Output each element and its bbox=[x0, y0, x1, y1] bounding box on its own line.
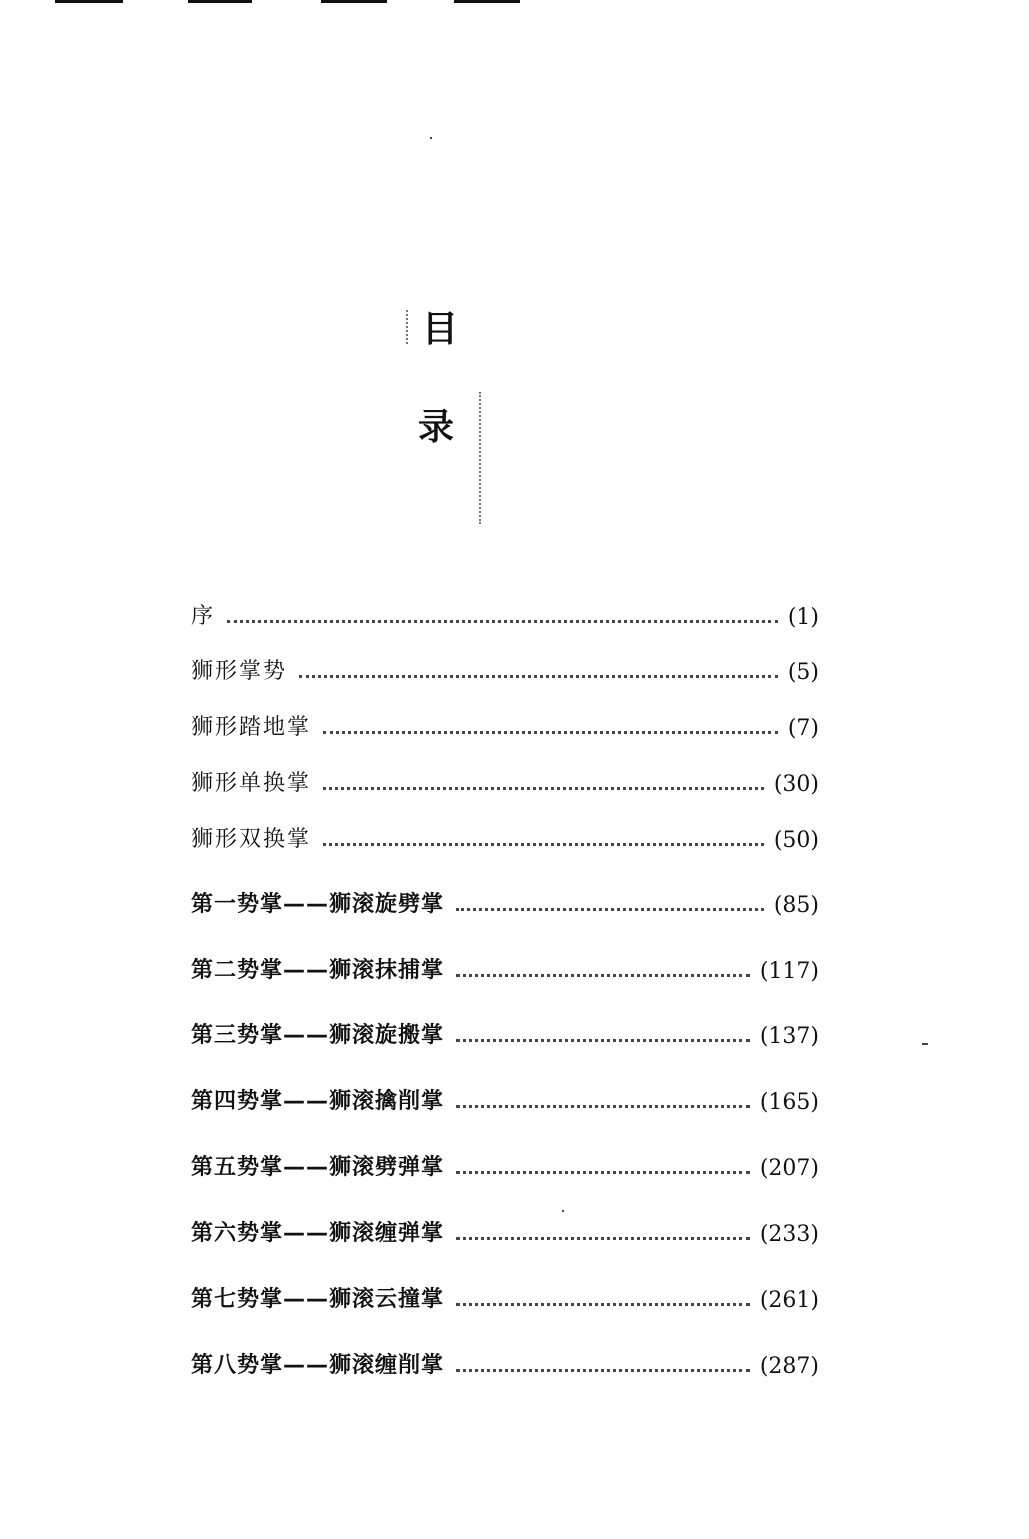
toc-row[interactable] bbox=[191, 884, 819, 918]
dot-leader bbox=[456, 1237, 750, 1240]
dot-leader bbox=[323, 787, 764, 790]
toc-label: 狮形踏地掌 bbox=[191, 715, 312, 740]
dot-leader bbox=[456, 1039, 750, 1042]
dot-leader bbox=[299, 675, 778, 678]
toc-row[interactable] bbox=[191, 763, 819, 797]
toc-label: 序 bbox=[191, 604, 216, 629]
toc-page-number: (165) bbox=[759, 1090, 819, 1115]
toc-label: 第三势掌——狮滚旋搬掌 bbox=[191, 1023, 445, 1048]
dot-leader bbox=[456, 974, 750, 977]
dot-leader bbox=[323, 843, 764, 846]
toc-row[interactable] bbox=[191, 1213, 819, 1247]
toc-page-number: (5) bbox=[787, 660, 819, 685]
toc-label: 第八势掌——狮滚缠削掌 bbox=[191, 1353, 445, 1378]
scan-speck bbox=[922, 1043, 928, 1045]
page-title-char-2: 录 bbox=[418, 407, 455, 448]
dot-leader bbox=[323, 731, 778, 734]
dot-leader bbox=[456, 908, 764, 911]
toc-label: 狮形掌势 bbox=[191, 659, 288, 684]
toc-row[interactable] bbox=[191, 596, 819, 630]
toc-page-number: (207) bbox=[759, 1156, 819, 1181]
toc-label: 第四势掌——狮滚擒削掌 bbox=[191, 1089, 445, 1114]
top-edge-mark bbox=[188, 0, 252, 3]
toc-row[interactable] bbox=[191, 819, 819, 853]
toc-label: 狮形双换掌 bbox=[191, 827, 312, 852]
top-edge-mark bbox=[454, 0, 520, 3]
toc-label: 狮形单换掌 bbox=[191, 771, 312, 796]
toc-page-number: (85) bbox=[773, 893, 819, 918]
toc-page-number: (287) bbox=[759, 1354, 819, 1379]
toc-page-number: (7) bbox=[787, 716, 819, 741]
toc-row[interactable] bbox=[191, 1081, 819, 1115]
toc-page-number: (50) bbox=[773, 828, 819, 853]
toc-page-number: (1) bbox=[787, 605, 819, 630]
top-edge-mark bbox=[55, 0, 123, 3]
dot-leader bbox=[456, 1105, 750, 1108]
toc-row[interactable] bbox=[191, 1015, 819, 1049]
toc-page-number: (30) bbox=[773, 772, 819, 797]
dot-leader bbox=[227, 620, 778, 623]
toc-page-number: (137) bbox=[759, 1024, 819, 1049]
toc-label: 第五势掌——狮滚劈弹掌 bbox=[191, 1155, 445, 1180]
scan-speck bbox=[430, 137, 432, 139]
toc-row[interactable] bbox=[191, 950, 819, 984]
toc-row[interactable] bbox=[191, 1147, 819, 1181]
dot-leader bbox=[456, 1369, 750, 1372]
toc-row[interactable] bbox=[191, 707, 819, 741]
toc-label: 第一势掌——狮滚旋劈掌 bbox=[191, 892, 445, 917]
title-right-dots bbox=[479, 392, 481, 524]
page-title-char-1: 目 bbox=[422, 309, 459, 350]
dot-leader bbox=[456, 1303, 750, 1306]
dot-leader bbox=[456, 1171, 750, 1174]
toc-page-number: (233) bbox=[759, 1222, 819, 1247]
toc-page-number: (261) bbox=[759, 1288, 819, 1313]
toc-row[interactable] bbox=[191, 651, 819, 685]
toc-label: 第六势掌——狮滚缠弹掌 bbox=[191, 1221, 445, 1246]
toc-label: 第七势掌——狮滚云撞掌 bbox=[191, 1287, 445, 1312]
toc-row[interactable] bbox=[191, 1279, 819, 1313]
top-edge-mark bbox=[321, 0, 387, 3]
toc-page-number: (117) bbox=[759, 959, 819, 984]
toc-row[interactable] bbox=[191, 1345, 819, 1379]
title-left-dots bbox=[406, 310, 408, 344]
scan-speck bbox=[562, 1210, 564, 1212]
toc-label: 第二势掌——狮滚抹捕掌 bbox=[191, 958, 445, 983]
